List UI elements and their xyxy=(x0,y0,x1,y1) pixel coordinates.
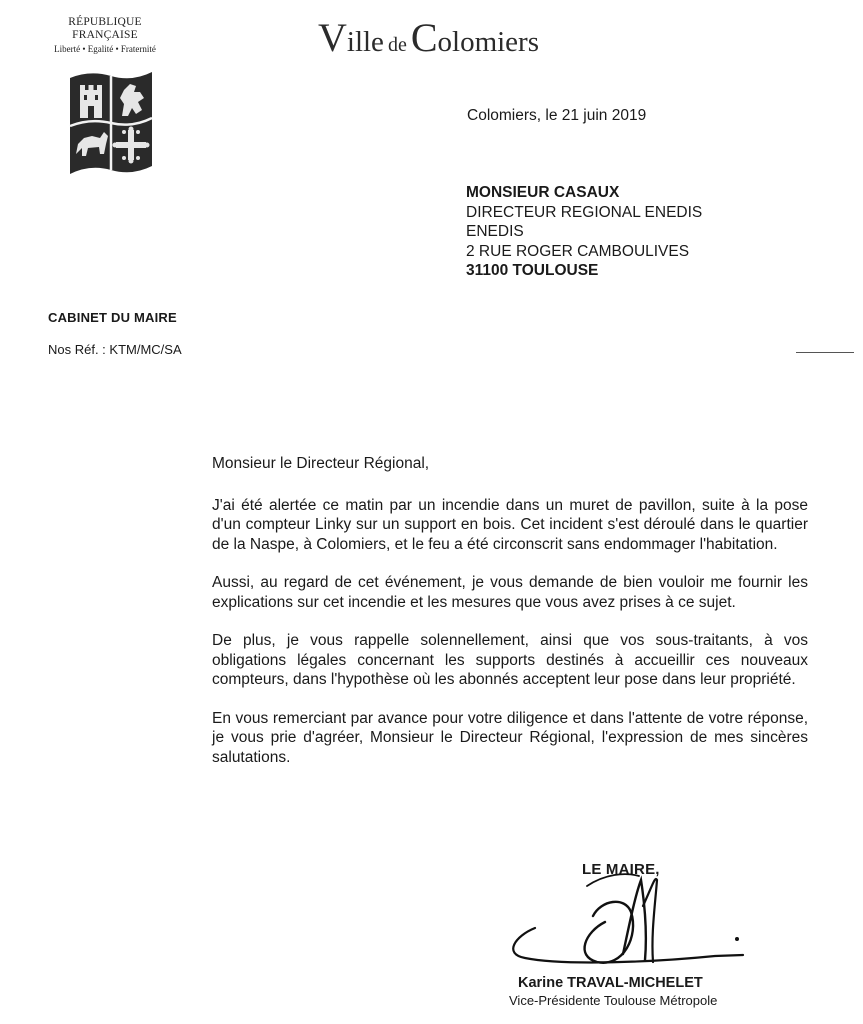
department-label: CABINET DU MAIRE xyxy=(48,310,177,325)
city-title xyxy=(318,14,539,61)
republic-line-1: RÉPUBLIQUE xyxy=(68,16,142,28)
margin-rule xyxy=(796,352,854,353)
paragraph-2: Aussi, au regard de cet événement, je vous demande de bien vouloir me fournir les explications sur cet incendie et les mesures que vous avez prises à ce sujet. xyxy=(212,574,808,611)
city-title-initial-v: V xyxy=(318,15,347,60)
city-title-initial-c: C xyxy=(410,15,438,60)
republic-motto: Liberté • Egalité • Fraternité xyxy=(54,44,156,54)
letter-date: Colomiers, le 21 juin 2019 xyxy=(467,107,647,124)
salutation: Monsieur le Directeur Régional, xyxy=(212,455,430,472)
paragraph-3: De plus, je vous rappelle solennellement, ainsi que vos sous-traitants, à vos obligations légales concernant les supports destinés à accueillir ces nouveaux compteurs, dans l'hypothèse où les abonnés acceptent leur pose dans leur propriété. xyxy=(212,632,808,688)
recipient-street: 2 RUE ROGER CAMBOULIVES xyxy=(466,242,690,260)
recipient-name: MONSIEUR CASAUX xyxy=(466,184,620,201)
republic-header xyxy=(30,16,180,55)
recipient-title: DIRECTEUR REGIONAL ENEDIS xyxy=(466,203,703,221)
city-title-word-2: olomiers xyxy=(437,26,540,58)
city-title-word-1: ille xyxy=(346,26,384,58)
coat-of-arms-icon xyxy=(66,68,156,180)
paragraph-1: J'ai été alertée ce matin par un incendie dans un muret de pavillon, suite à la pose d'un compteur Linky sur un support en bois. Cet incident s'est déroulé dans le quartier de la Naspe, à Colomiers, et le feu a été circonscrit sans endommager l'habitation. xyxy=(212,496,808,553)
recipient-company: ENEDIS xyxy=(466,223,524,240)
reference-line: Nos Réf. : KTM/MC/SA xyxy=(48,342,182,357)
handwritten-signature-icon xyxy=(505,866,745,981)
signer-name: Karine TRAVAL-MICHELET xyxy=(518,975,703,991)
recipient-city: 31100 TOULOUSE xyxy=(466,262,599,279)
signer-position: Vice-Présidente Toulouse Métropole xyxy=(509,993,718,1008)
letter-body xyxy=(212,454,808,786)
republic-line-2: FRANÇAISE xyxy=(72,29,138,41)
city-title-connector: de xyxy=(387,34,407,56)
signature-label: LE MAIRE, xyxy=(582,861,660,878)
paragraph-4: En vous remerciant par avance pour votre diligence et dans l'attente de votre réponse, je vous prie d'agréer, Monsieur le Directeur Régional, l'expression de mes sincères salutations. xyxy=(212,709,808,766)
recipient-address xyxy=(466,183,702,281)
